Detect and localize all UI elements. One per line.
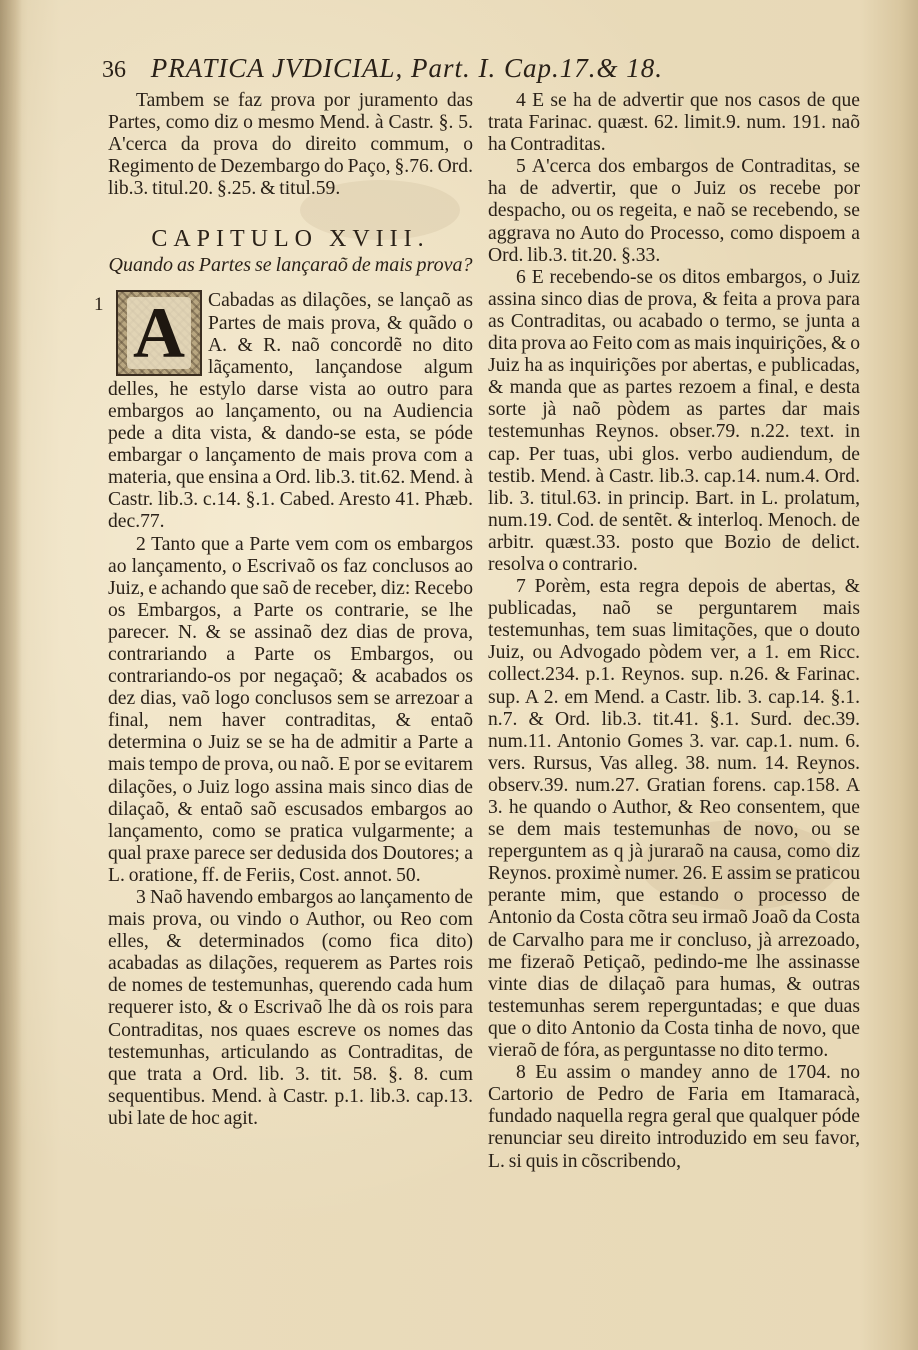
- opening-paragraph: Tambem se faz prova por juramento das Partes, como diz o mesmo Mend. à Castr. §. 5. A'cerca da prova do direito commum, o Regimento de Dezembargo do Paço, §.76. Ord. lib.3. titul.20. §.25. & titul.59.: [108, 90, 473, 200]
- paragraph-3: 3 Naõ havendo embargos ao lançamento de mais prova, ou vindo o Author, ou Reo com elles, & determinados (como fica dito) acabadas as dilações, requerem as Partes rois de nomes de testemunhas, querendo cada hum requerer isto, & o Escrivaõ lhe dà os rois para Contraditas, nos quaes escreve os nomes das testemunhas, articulando as Contraditas, de que trata a Ord. lib. 3. tit. 58. §. 8. cum sequentibus. Mend. à Castr. p.1. lib.3. cap.13. ubi late de hoc agit.: [108, 887, 473, 1129]
- paragraph-7: 7 Porèm, esta regra depois de abertas, & publicadas, naõ se perguntarem mais testemunhas, tem suas limitações, que o douto Juiz, ou Advogado pòdem ver, a 1. em Ricc. collect.234. p.1. Reynos. sup. n.26. & Farinac. sup. A 2. em Mend. a Castr. lib. 3. cap.14. §.1. n.7. & Ord. lib.3. tit.41. §.1. Surd. dec.39. num.11. Antonio Gomes 3. var. cap.1. num. 6. vers. Rursus, Vas alleg. 38. num. 14. Reynos. observ.39. num.27. Gratian forens. cap.158. A 3. he quando o Author, & Reo consentem, que se dem mais testemunhas de novo, ou se reperguntem as q jà juraraõ na causa, como diz Reynos. proximè numer. 26. E assim se praticou perante mim, que estando o processo de Antonio da Costa cõtra seu irmaõ Joaõ da Costa de Carvalho para me ir concluso, jà arrezoado, me fizeraõ Petiçaõ, pedindo-me lhe assinasse vinte dias de dilaçaõ para humas, & outras testemunhas serem reperguntadas; e que duas que o dito Antonio da Costa tinha de novo, que vieraõ de fóra, as perguntasse no dito termo.: [488, 576, 860, 1062]
- chapter-subtitle: Quando as Partes se lançaraõ de mais prova?: [108, 254, 473, 277]
- paragraph-1-text: Cabadas as dilações, se lançaõ as Partes de mais prova, & quãdo o A. & R. naõ concordẽ no dito lãçamento, lançandose algum delles, he estylo darse vista ao outro para embargos ao lançamento, ou na Audiencia pede a dita vista, & dando-se esta, se póde embargar o lançamento de mais prova com a materia, que ensina a Ord. lib.3. tit.62. Mend. à Castr. lib.3. c.14. §.1. Cabed. Aresto 41. Phæb. dec.77.: [108, 290, 473, 533]
- paragraph-1: [94, 290, 473, 533]
- paragraph-4: 4 E se ha de advertir que nos casos de que trata Farinac. quæst. 62. limit.9. num. 191. naõ ha Contraditas.: [488, 90, 860, 156]
- paragraph-5: 5 A'cerca dos embargos de Contraditas, se ha de advertir, que o Juiz os recebe por despacho, ou os regeita, e naõ se recebendo, se aggrava no Auto do Processo, como dispoem a Ord. lib.3. tit.20. §.33.: [488, 156, 860, 266]
- page-number: 36: [102, 57, 126, 83]
- decorated-initial-letter: [116, 290, 202, 376]
- initial-glyph: A: [127, 297, 191, 369]
- paragraph-2: 2 Tanto que a Parte vem com os embargos ao lançamento, o Escrivaõ os faz conclusos ao Juiz, e achando que saõ de receber, diz: Recebo os Embargos, a Parte os contrarie, se lhe parecer. N. & se assinaõ dez dias de prova, contrariando a Parte os Embargos, ou contrariando-os por negaçaõ; & acabados os dez dias, vaõ logo conclusos sem se arrezoar a final, nem haver contraditas, & entaõ determina o Juiz se se ha de admitir a Parte a mais tempo de prova, ou naõ. E por se evitarem dilações, o Juiz logo assina mais sinco dias de dilaçaõ, & entaõ saõ escusados embargos ao lançamento, como se pratica vulgarmente; a qual praxe parece ser dedusida dos Doutores; a L. oratione, ff. de Feriis, Cost. annot. 50.: [108, 533, 473, 886]
- page-header: [102, 48, 862, 88]
- left-column: [94, 90, 473, 1130]
- chapter-heading: CAPITULO XVIII.: [151, 226, 430, 253]
- paragraph-8: 8 Eu assim o mandey anno de 1704. no Cartorio de Pedro de Faria em Itamaracà, fundado naquella regra geral que qualquer póde renunciar seu direito introduzido em seu favor, L. si quis in cõscribendo,: [488, 1062, 860, 1172]
- paragraph-6: 6 E recebendo-se os ditos embargos, o Juiz assina sinco dias de prova, & feita a prova para as Contraditas, ou acabado o termo, se junta a dita prova ao Feito com as mais inquirições, & o Juiz ha as inquirições por abertas, e publicadas, & manda que as partes rezoem a final, e desta sorte jà naõ pòdem as partes dar mais testemunhas Reynos. obser.79. n.22. text. in cap. Per tuas, ubi glos. verbo audiendum, de testib. Mend. à Castr. lib.3. cap.14. num.4. Ord. lib. 3. titul.63. in princip. Bart. in L. prolatum, num.19. Cod. de sentẽt. & interloq. Menoch. de arbitr. quæst.33. posto que Bozio de delict. resolva o contrario.: [488, 266, 860, 575]
- right-column: [488, 90, 860, 1173]
- paragraph-number: 1: [94, 294, 104, 316]
- running-head: PRATICA JVDICIAL, Part. I. Cap.17.& 18.: [150, 53, 663, 83]
- page-gutter-shadow: [0, 0, 22, 1350]
